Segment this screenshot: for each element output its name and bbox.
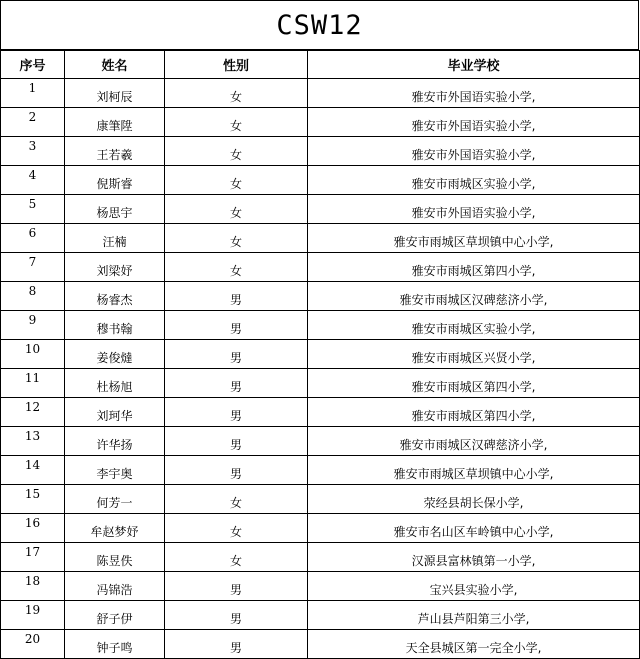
cell-school: 雅安市外国语实验小学, [308,137,640,166]
cell-no: 9 [1,311,65,340]
cell-no: 13 [1,427,65,456]
column-header-no: 序号 [1,51,65,79]
table-row [1,398,640,427]
cell-gender: 女 [165,485,308,514]
cell-school: 天全县城区第一完全小学, [308,630,640,659]
cell-name: 刘珂华 [65,398,165,427]
column-header-name: 姓名 [65,51,165,79]
cell-name: 杜杨旭 [65,369,165,398]
table-row [1,311,640,340]
cell-name: 姜俊燵 [65,340,165,369]
cell-name: 康筆陞 [65,108,165,137]
cell-name: 何芳一 [65,485,165,514]
cell-name: 王若羲 [65,137,165,166]
table-row [1,601,640,630]
cell-no: 3 [1,137,65,166]
cell-school: 雅安市雨城区汉碑慈济小学, [308,427,640,456]
cell-school: 雅安市雨城区实验小学, [308,166,640,195]
cell-name: 舒子伊 [65,601,165,630]
cell-gender: 女 [165,543,308,572]
cell-no: 2 [1,108,65,137]
cell-no: 18 [1,572,65,601]
cell-gender: 女 [165,514,308,543]
cell-school: 雅安市外国语实验小学, [308,108,640,137]
cell-no: 5 [1,195,65,224]
cell-name: 刘梁妤 [65,253,165,282]
cell-gender: 男 [165,456,308,485]
table-row [1,253,640,282]
column-header-gender: 性别 [165,51,308,79]
cell-school: 雅安市雨城区草坝镇中心小学, [308,456,640,485]
cell-gender: 男 [165,340,308,369]
cell-no: 8 [1,282,65,311]
cell-name: 刘柯辰 [65,79,165,108]
cell-school: 汉源县富林镇第一小学, [308,543,640,572]
cell-school: 雅安市外国语实验小学, [308,195,640,224]
cell-gender: 男 [165,630,308,659]
cell-name: 钟子鸣 [65,630,165,659]
cell-name: 杨思宇 [65,195,165,224]
cell-gender: 男 [165,601,308,630]
cell-school: 雅安市雨城区汉碑慈济小学, [308,282,640,311]
cell-name: 倪斯睿 [65,166,165,195]
cell-name: 汪楠 [65,224,165,253]
cell-no: 16 [1,514,65,543]
cell-no: 6 [1,224,65,253]
sheet-title: CSW12 [0,0,639,50]
cell-no: 15 [1,485,65,514]
table-row [1,485,640,514]
cell-gender: 男 [165,311,308,340]
cell-gender: 男 [165,427,308,456]
cell-gender: 女 [165,253,308,282]
cell-school: 芦山县芦阳第三小学, [308,601,640,630]
cell-no: 19 [1,601,65,630]
cell-school: 雅安市外国语实验小学, [308,79,640,108]
table-row [1,340,640,369]
cell-school: 雅安市雨城区草坝镇中心小学, [308,224,640,253]
cell-gender: 男 [165,282,308,311]
cell-gender: 女 [165,224,308,253]
table-row [1,369,640,398]
cell-no: 4 [1,166,65,195]
table-row [1,166,640,195]
cell-name: 牟赵梦妤 [65,514,165,543]
cell-school: 雅安市雨城区兴贤小学, [308,340,640,369]
cell-name: 许华扬 [65,427,165,456]
cell-name: 杨睿杰 [65,282,165,311]
cell-no: 14 [1,456,65,485]
table-row [1,224,640,253]
table-row [1,79,640,108]
column-header-school: 毕业学校 [308,51,640,79]
table-row [1,427,640,456]
table-row [1,195,640,224]
cell-no: 11 [1,369,65,398]
cell-gender: 女 [165,166,308,195]
cell-no: 10 [1,340,65,369]
cell-school: 雅安市雨城区第四小学, [308,253,640,282]
cell-gender: 女 [165,79,308,108]
cell-school: 雅安市雨城区第四小学, [308,369,640,398]
table-row [1,630,640,659]
cell-school: 雅安市雨城区实验小学, [308,311,640,340]
table-row [1,108,640,137]
cell-no: 7 [1,253,65,282]
cell-gender: 男 [165,572,308,601]
cell-name: 冯锦浩 [65,572,165,601]
cell-gender: 女 [165,108,308,137]
header-row [1,51,640,79]
student-table [0,50,640,659]
table-row [1,514,640,543]
cell-gender: 男 [165,398,308,427]
cell-no: 20 [1,630,65,659]
cell-school: 宝兴县实验小学, [308,572,640,601]
cell-school: 雅安市雨城区第四小学, [308,398,640,427]
cell-name: 陈昱佚 [65,543,165,572]
cell-gender: 女 [165,137,308,166]
table-row [1,572,640,601]
cell-school: 荥经县胡长保小学, [308,485,640,514]
cell-name: 李宇奥 [65,456,165,485]
table-row [1,137,640,166]
cell-school: 雅安市名山区车岭镇中心小学, [308,514,640,543]
table-row [1,282,640,311]
cell-no: 12 [1,398,65,427]
table-row [1,456,640,485]
cell-no: 1 [1,79,65,108]
cell-gender: 女 [165,195,308,224]
cell-no: 17 [1,543,65,572]
cell-gender: 男 [165,369,308,398]
table-row [1,543,640,572]
cell-name: 穆书翰 [65,311,165,340]
